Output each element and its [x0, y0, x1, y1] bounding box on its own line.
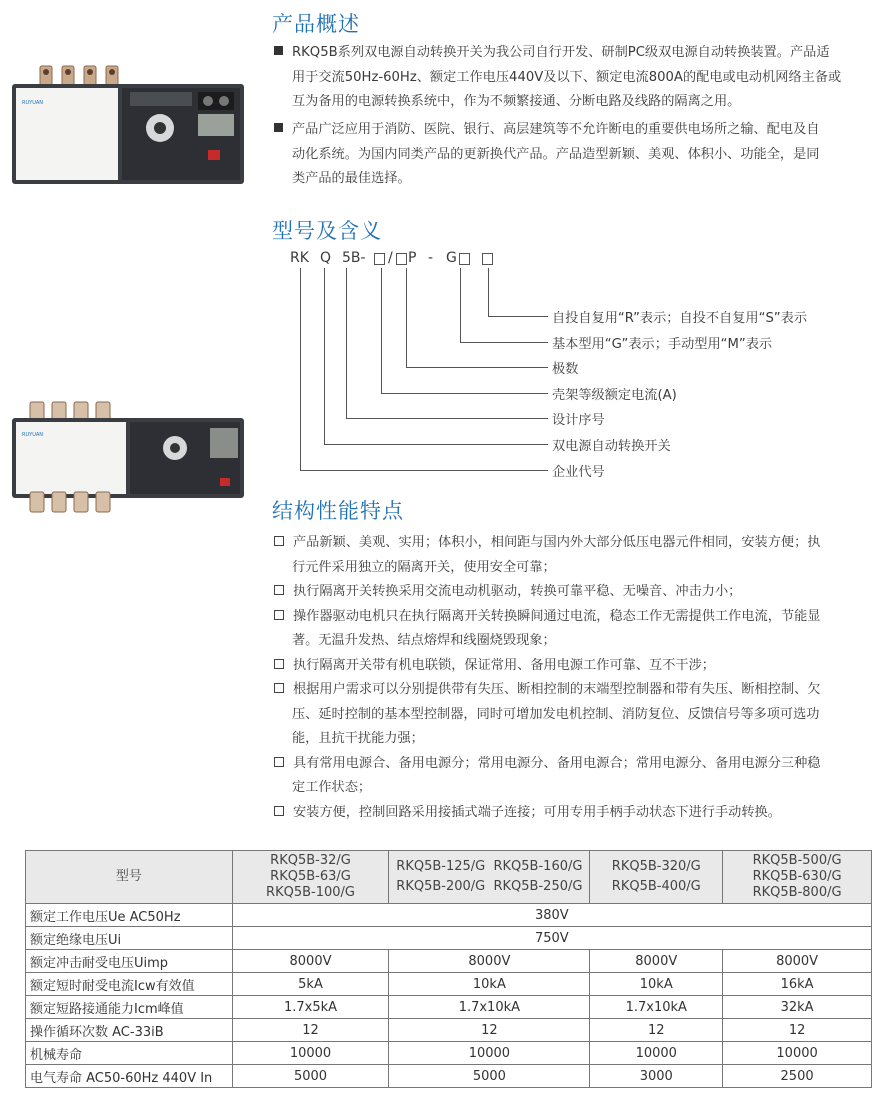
box-bullet-icon [274, 610, 284, 620]
code-part-slash: / [388, 250, 393, 266]
code-part-q: Q [320, 250, 332, 266]
overview-paragraph-1: RKQ5B系列双电源自动转换开关为我公司自行开发、研制PC级双电源自动转换装置。产品适 用于交流50Hz-60Hz、额定工作电压440V及以下、额定电流800A的配电或电动机网络主备或 互为备用的电源转换系统中，作为不频繁接通、分断电路及线路的隔离之用。 [274, 41, 874, 115]
header-col-3: RKQ5B-320/G RKQ5B-400/G [590, 851, 723, 904]
features-list: 产品新颖、美观、实用；体积小，相间距与国内外大部分低压电器元件相同，安装方便；执 行元件采用独立的隔离开关，使用安全可靠； 执行隔离开关转换采用交流电动机驱动，转换可靠平稳、无噪音、冲击力小； 操作器驱动电机只在执行隔离开关转换瞬间通过电流，稳态工作无需提供工作电流，节能显 著。无温升发热、结点熔焊和线圈烧毁现象； 执行隔离开关带有机电联锁，保证常用、备用电源工作可靠、互不干涉； 根据用户需求可以分别提供带有失压、断相控制的末端型控制器和带有失压、断相控制、欠 压、延时控制的基本型控制器，同时可增加发电机控制、消防复位、反馈信号等多项可选功 能，且抗干扰能力强； 具有常用电源合、备用电源分；常用电源分、备用电源合；常用电源分、备用电源分三种稳 定工作状态； 安装方便，控制回路采用接插式端子连接；可用专用手柄手动状态下进行手动转换。 [274, 531, 874, 825]
header-model-label: 型号 [26, 851, 233, 904]
legend-frame-current: 壳架等级额定电流(A) [552, 388, 677, 403]
code-box-current [374, 253, 385, 265]
box-bullet-icon [274, 659, 284, 669]
box-bullet-icon [274, 683, 284, 693]
code-part-p: P [408, 250, 417, 266]
features-heading: 结构性能特点 [272, 499, 404, 523]
code-part-rk: RK [290, 250, 309, 266]
header-col-1: RKQ5B-32/G RKQ5B-63/G RKQ5B-100/G [232, 851, 389, 904]
code-box-reset [482, 253, 493, 265]
table-header-row [26, 851, 872, 904]
brand-label-large: RUYUAN [22, 432, 44, 438]
table-row: 额定工作电压Ue AC50Hz 380V [26, 904, 872, 927]
model-heading: 型号及含义 [272, 219, 382, 243]
table-row: 操作循环次数 AC-33iB 12 12 12 12 [26, 1019, 872, 1042]
box-bullet-icon [274, 806, 284, 816]
square-bullet-icon [274, 123, 283, 132]
table-row: 额定冲击耐受电压Uimp 8000V 8000V 8000V 8000V [26, 950, 872, 973]
code-part-g: G [446, 250, 457, 266]
code-part-5b: 5B- [342, 250, 366, 266]
table-row: 额定短路接通能力Icm峰值 1.7x5kA 1.7x10kA 1.7x10kA 32kA [26, 996, 872, 1019]
product-image-small [10, 62, 250, 192]
table-row: 机械寿命 10000 10000 10000 10000 [26, 1042, 872, 1065]
product-image-large [10, 400, 250, 515]
legend-design-serial: 设计序号 [552, 413, 605, 428]
square-bullet-icon [274, 46, 283, 55]
code-box-type [459, 253, 470, 265]
legend-reset-mode: 自投自复用“R”表示；自投不自复用“S”表示 [552, 311, 808, 326]
header-col-2: RKQ5B-125/G RKQ5B-160/G RKQ5B-200/G RKQ5B-250/G [389, 851, 590, 904]
table-row: 额定绝缘电压Ui 750V [26, 927, 872, 950]
box-bullet-icon [274, 585, 284, 595]
box-bullet-icon [274, 757, 284, 767]
spec-table [25, 850, 872, 1088]
code-box-poles [396, 253, 407, 265]
overview-paragraph-2: 产品广泛应用于消防、医院、银行、高层建筑等不允许断电的重要供电场所之输、配电及自 动化系统。为国内同类产品的更新换代产品。产品造型新颖、美观、体积小、功能全，是同 类产品的最佳选择。 [274, 118, 874, 192]
legend-company-code: 企业代号 [552, 465, 605, 480]
legend-poles: 极数 [552, 362, 579, 377]
code-part-dash: - [428, 250, 434, 266]
table-row: 电气寿命 AC50-60Hz 440V In 5000 5000 3000 2500 [26, 1065, 872, 1088]
brand-label-small: RUYUAN [22, 100, 44, 106]
header-col-4: RKQ5B-500/G RKQ5B-630/G RKQ5B-800/G [723, 851, 872, 904]
table-row: 额定短时耐受电流Icw有效值 5kA 10kA 10kA 16kA [26, 973, 872, 996]
legend-type: 基本型用“G”表示；手动型用“M”表示 [552, 337, 773, 352]
box-bullet-icon [274, 536, 284, 546]
overview-heading: 产品概述 [272, 12, 360, 36]
legend-ats: 双电源自动转换开关 [552, 439, 671, 454]
